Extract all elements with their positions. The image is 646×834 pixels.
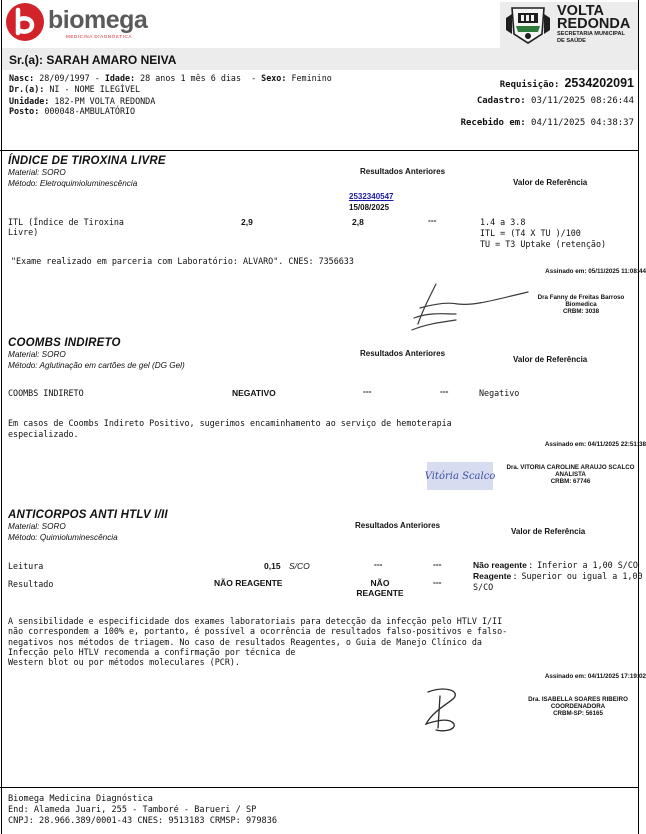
req-label: Requisição: (499, 80, 560, 90)
post-label: Posto: (9, 106, 40, 116)
reference-header: Valor de Referência (511, 527, 586, 536)
age-value: 28 anos 1 mês 6 dias (140, 73, 241, 83)
patient-post-line (9, 106, 135, 116)
ref2-text-line2: S/CO (473, 582, 494, 592)
rec-label: Recebido em: (460, 118, 526, 128)
doctor-label: Dr.(a): (9, 84, 45, 94)
city-sub-line2: DE SAÚDE (557, 38, 586, 44)
footer-divider (0, 787, 638, 788)
signer-name: Dra. ISABELLA SOARES RIBEIRO (528, 696, 628, 703)
biomega-logo-icon (6, 3, 44, 41)
result-value: 2,9 (241, 217, 253, 227)
exam-material: Material: SORO (8, 522, 66, 531)
exam-title: COOMBS INDIRETO (8, 337, 121, 349)
reference-value (480, 217, 606, 250)
lab-logo-subtitle: MEDICINA DIAGNÓSTICA (66, 34, 133, 39)
cad-label: Cadastro: (476, 96, 526, 106)
previous-result-link[interactable]: 2532340547 (349, 192, 394, 201)
signer-role: Biomedica (565, 301, 597, 308)
exam-method: Método: Eletroquimioluminescência (8, 179, 138, 188)
ref2-text: Superior ou igual a 1,00 (516, 571, 643, 581)
reference-header: Valor de Referência (513, 178, 588, 187)
birth-value: 28/09/1997 (39, 73, 90, 83)
exam-title: ANTICORPOS ANTI HTLV I/II (8, 509, 168, 521)
exam-note-line2: especializado. (8, 429, 79, 439)
exam-note (8, 616, 507, 667)
exam-material: Material: SORO (8, 168, 66, 177)
age-label: Idade: (104, 73, 136, 83)
row1-value: 0,15 (264, 561, 281, 571)
previous-results-header: Resultados Anteriores (360, 349, 446, 358)
ref2-label: Reagente : (473, 571, 517, 581)
param-name (8, 217, 124, 237)
cadastro-line (477, 96, 634, 106)
signature-image (414, 684, 474, 734)
sex-label: Sexo: (261, 73, 287, 83)
birth-label: Nasc: (9, 73, 35, 83)
result-value: NEGATIVO (232, 388, 276, 398)
lab-logo-text: biomega (48, 6, 148, 34)
unit-label: Unidade: (9, 96, 50, 106)
row2-prev-1-line2: REAGENTE (356, 588, 404, 598)
row2-value: NÃO REAGENTE (214, 578, 283, 588)
signer-role: ANALISTA (555, 471, 586, 478)
exam-method: Método: Quimioluminescência (8, 533, 118, 542)
ref1-text: Inferior a 1,00 S/CO (532, 560, 638, 570)
exam-note-line4: Infecção pelo HTLV recomenda a confirmação por técnica de (8, 646, 296, 657)
signer-name: Dra. VITORIA CAROLINE ARAUJO SCALCO (506, 464, 635, 471)
signed-at: Assinado em: 04/11/2025 22:51:38 (544, 441, 646, 448)
signer-block (513, 696, 643, 717)
exam-note-line3: negativos nos métodos de triagem. No caso de resultados Reagentes, o Guia de Manejo Clínico da (8, 636, 482, 647)
exam-method: Método: Aglutinação em cartões de gel (DG Gel) (8, 361, 185, 370)
signer-block (516, 294, 646, 315)
row2-prev-1 (355, 578, 405, 598)
previous-dash-1: --- (363, 386, 372, 396)
exam-note-line5: Western blot ou por métodos moleculares (PCR). (8, 657, 240, 668)
exam-note-line1: A sensibilidade e especificidade dos exames laboratoriais para detecção da infecção pelo HTLV I/II (8, 616, 503, 626)
signer-registration: CRBM: 67746 (550, 478, 591, 485)
doctor-value: NI - NOME ILEGÍVEL (49, 84, 141, 94)
cad-value: 03/11/2025 08:26:44 (531, 96, 634, 106)
reference-line1: 1.4 a 3.8 (480, 217, 526, 227)
city-name-line1: VOLTA (557, 3, 604, 19)
patient-name (9, 53, 176, 67)
previous-value: 2,8 (352, 217, 364, 227)
exam-note (8, 418, 452, 440)
reference-value: Negativo (479, 388, 520, 398)
param-name: COOMBS INDIRETO (8, 388, 84, 398)
row1-unit: S/CO (289, 561, 310, 571)
post-value: 000048-AMBULATÓRIO (44, 106, 136, 116)
row1-prev-2: --- (433, 559, 442, 569)
param-name-line2: Livre) (8, 227, 39, 237)
recebido-line (461, 118, 634, 128)
row1-prev-1: --- (374, 559, 383, 569)
reference-header: Valor de Referência (513, 355, 588, 364)
requisition-line (500, 72, 634, 91)
footer-address: End: Alameda Juari, 255 - Tamboré - Barueri / SP (8, 805, 257, 815)
frame-left (1, 0, 2, 834)
row2-prev-1-line1: NÃO (370, 578, 390, 588)
row2-param: Resultado (8, 579, 54, 589)
previous-result-date: 15/08/2025 (349, 203, 390, 212)
patient-name-value: SARAH AMARO NEIVA (46, 53, 177, 67)
row2-prev-2: --- (433, 577, 442, 587)
signed-at: Assinado em: 05/11/2025 11:08:44 (545, 268, 646, 275)
signer-name: Dra Fanny de Freitas Barroso (537, 294, 625, 301)
reference-value (473, 560, 643, 593)
signer-registration: CRBM-SP: 56165 (553, 710, 603, 717)
rec-value: 04/11/2025 04:38:37 (531, 118, 634, 128)
patient-name-label: Sr.(a): (9, 53, 44, 67)
exam-note-line2: não correspondem a 100% e, portanto, é possível a ocorrência de resultados falso-positivos e falso- (8, 626, 508, 637)
sex-value: Feminino (291, 73, 332, 83)
param-name-line1: ITL (Índice de Tiroxina (8, 217, 124, 227)
city-sub-line1: SECRETARIA MUNICIPAL (557, 31, 625, 37)
req-value: 2534202091 (564, 76, 634, 90)
patient-unit-line (9, 96, 155, 106)
reference-line2: ITL = (T4 X TU )/100 (480, 228, 581, 238)
header-divider (0, 150, 638, 151)
city-name-line2: REDONDA (557, 16, 631, 32)
unit-value: 182-PM VOLTA REDONDA (54, 96, 156, 106)
exam-title: ÍNDICE DE TIROXINA LIVRE (8, 155, 166, 167)
footer (8, 794, 277, 827)
previous-dash-2: --- (440, 386, 449, 396)
exam-material: Material: SORO (8, 350, 66, 359)
city-coat-of-arms-icon (504, 4, 552, 46)
patient-birth-line: Nasc: 28/09/1997 - Idade: 28 anos 1 mês 6 dias - Sexo: Feminino (9, 73, 332, 83)
signer-role: COORDENADORA (550, 703, 606, 710)
previous-results-header: Resultados Anteriores (355, 521, 441, 530)
signer-registration: CRBM: 3038 (562, 308, 600, 315)
previous-results-header: Resultados Anteriores (360, 167, 446, 176)
signed-at: Assinado em: 04/11/2025 17:19:02 (544, 673, 646, 680)
previous-dash: --- (428, 215, 437, 225)
row1-param: Leitura (8, 561, 44, 571)
patient-doctor-line (9, 84, 140, 94)
exam-note: "Exame realizado em parceria com Laboratório: ALVARO". CNES: 7356633 (11, 256, 354, 266)
ref1-label: Não reagente : (473, 560, 533, 570)
signer-block (498, 464, 643, 485)
reference-line3: TU = T3 Uptake (retenção) (480, 239, 607, 249)
footer-company: Biomega Medicina Diagnóstica (8, 794, 153, 804)
footer-registration: CNPJ: 28.966.389/0001-43 CNES: 9513183 CRMSP: 979836 (8, 816, 278, 826)
exam-note-line1: Em casos de Coombs Indireto Positivo, sugerimos encaminhamento ao serviço de hemoterapia (8, 418, 452, 428)
signature-stamp: Vitória Scalco (427, 462, 493, 490)
